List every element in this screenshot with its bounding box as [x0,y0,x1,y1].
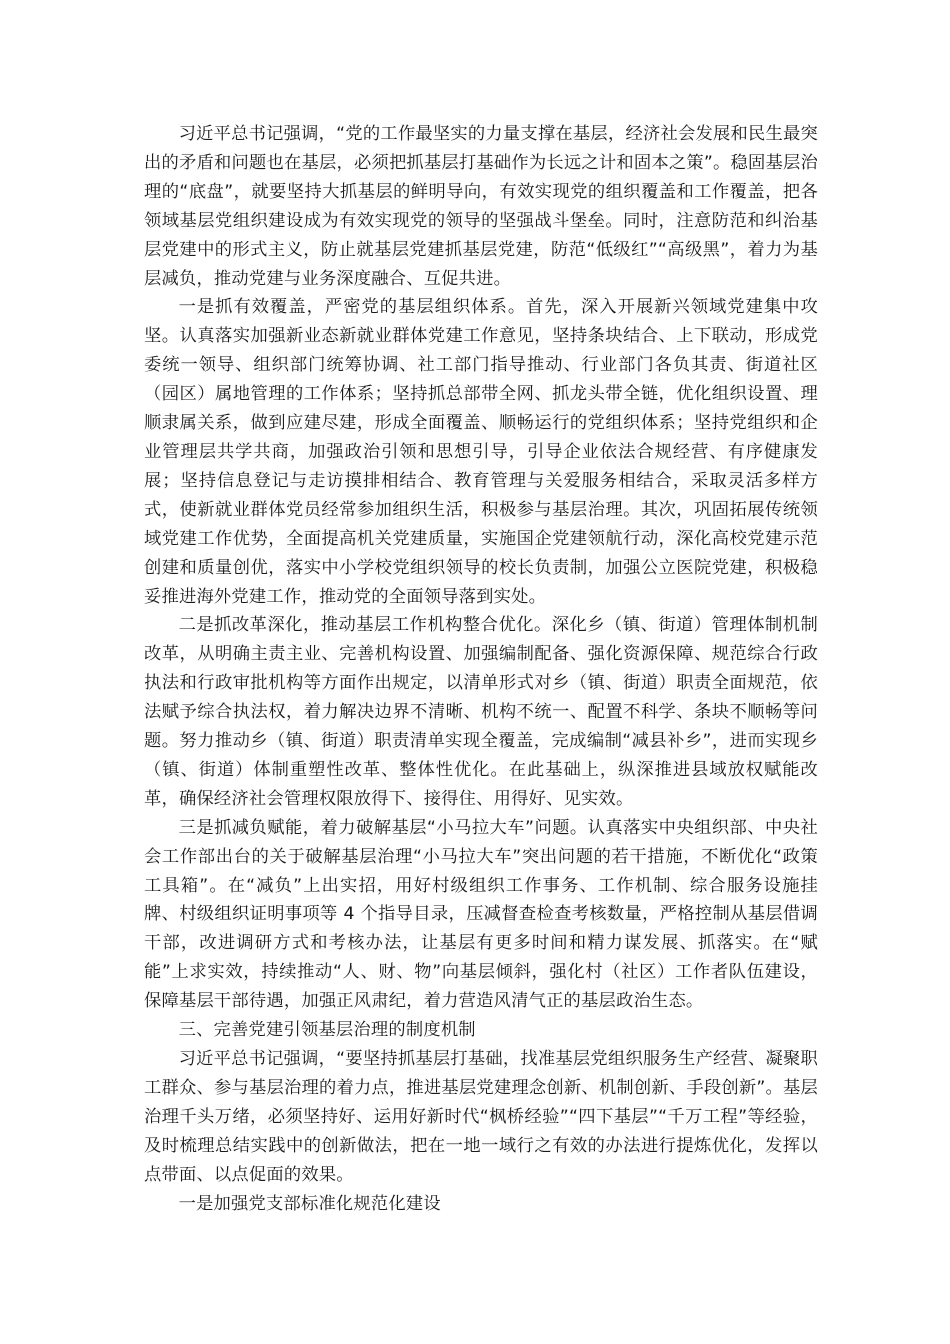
paragraph-burden-reduction: 三是抓减负赋能，着力破解基层“小马拉大车”问题。认真落实中央组织部、中央社会工作部出台的关于破解基层治理“小马拉大车”突出问题的若干措施，不断优化“政策工具箱”。在“减负”上出实招，用好村级组织工作事务、工作机制、综合服务设施挂牌、村级组织证明事项等 4 个指导目录，压减督查检查考核数量，严格控制从基层借调干部，改进调研方式和考核办法，让基层有更多时间和精力谋发展、抓落实。在“赋能”上求实效，持续推动“人、财、物”向基层倾斜，强化村（社区）工作者队伍建设，保障基层干部待遇，加强正风肃纪，着力营造风清气正的基层政治生态。 [144,817,818,1012]
document-page [144,120,818,1218]
paragraph-intro: 习近平总书记强调，“党的工作最坚实的力量支撑在基层，经济社会发展和民生最突出的矛盾和问题也在基层，必须把抓基层打基础作为长远之计和固本之策”。稳固基层治理的“底盘”，就要坚持大抓基层的鲜明导向，有效实现党的组织覆盖和工作覆盖，把各领域基层党组织建设成为有效实现党的领导的坚强战斗堡垒。同时，注意防范和纠治基层党建中的形式主义，防止就基层党建抓基层党建，防范“低级红”“高级黑”，着力为基层减负，推动党建与业务深度融合、互促共进。 [144,124,818,289]
paragraph-reform: 二是抓改革深化，推动基层工作机构整合优化。深化乡（镇、街道）管理体制机制改革，从明确主责主业、完善机构设置、加强编制配备、强化资源保障、规范综合行政执法和行政审批机构等方面作出规定，以清单形式对乡（镇、街道）职责全面规范，依法赋予综合执法权，着力解决边界不清晰、机构不统一、配置不科学、条块不顺畅等问题。努力推动乡（镇、街道）职责清单实现全覆盖，完成编制“减县补乡”，进而实现乡（镇、街道）体制重塑性改革、整体性优化。在此基础上，纵深推进县域放权赋能改革，确保经济社会管理权限放得下、接得住、用得好、见实效。 [144,615,818,809]
paragraph-section-intro: 习近平总书记强调，“要坚持抓基层打基础，找准基层党组织服务生产经营、凝聚职工群众、参与基层治理的着力点，推进基层党建理念创新、机制创新、手段创新”。基层治理千头万绪，必须坚持好、运用好新时代“枫桥经验”“四下基层”“千万工程”等经验，及时梳理总结实践中的创新做法，把在一地一域行之有效的办法进行提炼优化，发挥以点带面、以点促面的效果。 [144,1049,818,1185]
section-heading: 三、完善党建引领基层治理的制度机制 [178,1020,476,1041]
paragraph-coverage: 一是抓有效覆盖，严密党的基层组织体系。首先，深入开展新兴领域党建集中攻坚。认真落实加强新业态新就业群体党建工作意见，坚持条块结合、上下联动，形成党委统一领导、组织部门统筹协调、社工部门指导推动、行业部门各负其责、街道社区（园区）属地管理的工作体系；坚持抓总部带全网、抓龙头带全链，优化组织设置、理顺隶属关系，做到应建尽建，形成全面覆盖、顺畅运行的党组织体系；坚持党组织和企业管理层共学共商，加强政治引领和思想引导，引导企业依法合规经营、有序健康发展；坚持信息登记与走访摸排相结合、教育管理与关爱服务相结合，采取灵活多样方式，使新就业群体党员经常参加组织生活，积极参与基层治理。其次，巩固拓展传统领域党建工作优势，全面提高机关党建质量，实施国企党建领航行动，深化高校党建示范创建和质量创优，落实中小学校党组织领导的校长负责制，加强公立医院党建，积极稳妥推进海外党建工作，推动党的全面领导落到实处。 [144,297,818,607]
paragraph-branch-building: 一是加强党支部标准化规范化建设 [178,1193,441,1214]
